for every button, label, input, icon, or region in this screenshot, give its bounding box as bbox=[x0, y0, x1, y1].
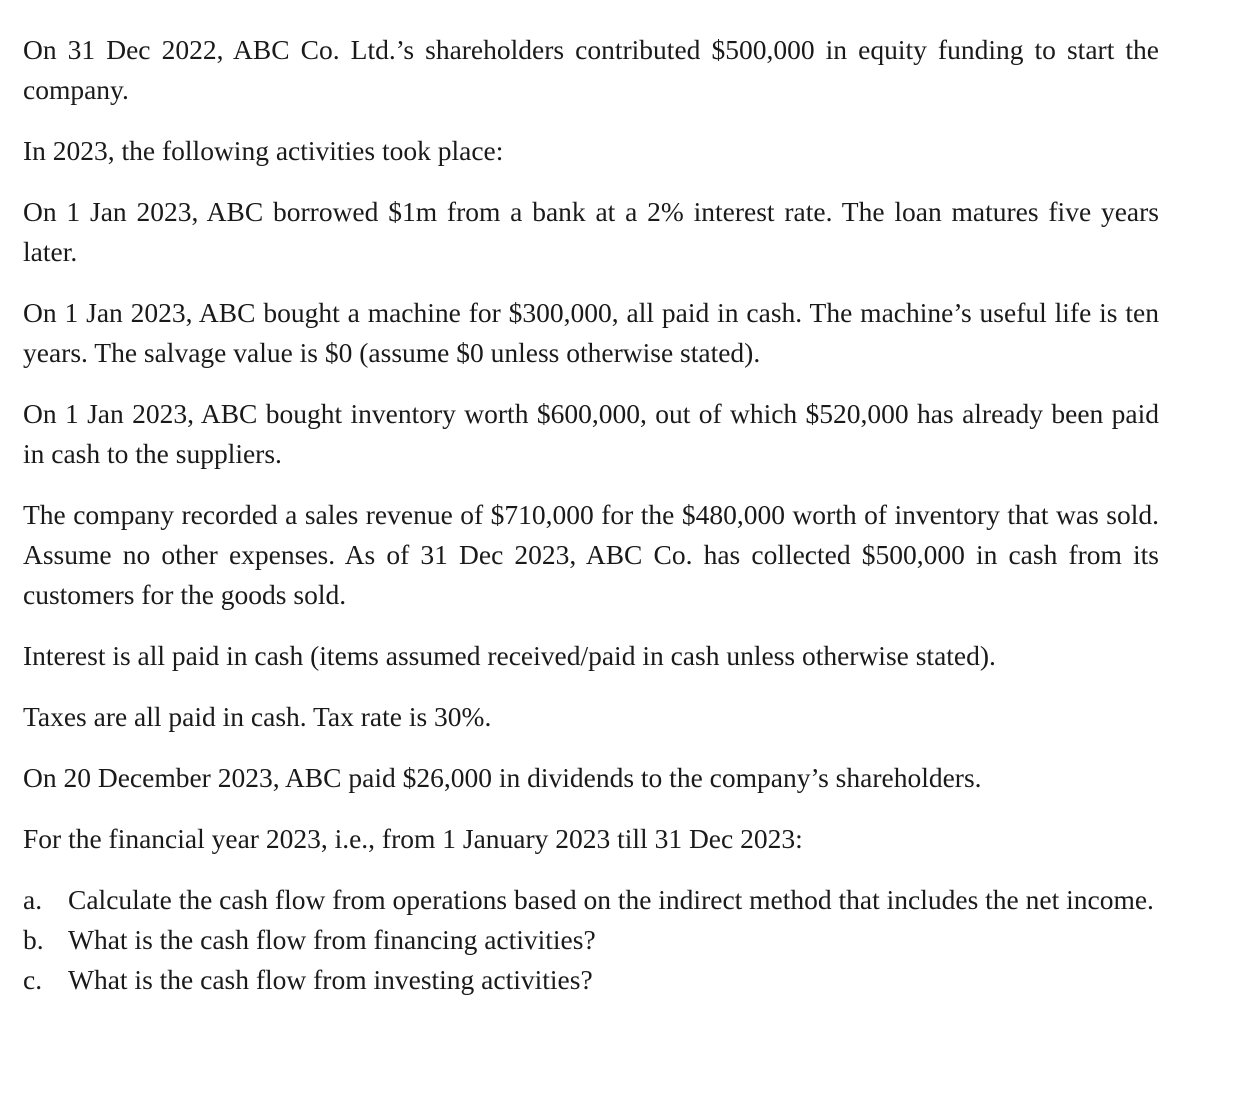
paragraph-inventory-purchase: On 1 Jan 2023, ABC bought inventory worth $600,000, out of which $520,000 has already been paid in cash to the suppliers. bbox=[23, 398, 1159, 469]
question-marker: c. bbox=[23, 964, 43, 995]
paragraph-machine-purchase: On 1 Jan 2023, ABC bought a machine for $300,000, all paid in cash. The machine’s useful life is ten years. The salvage value is $0 (assume $0 unless otherwise stated). bbox=[23, 297, 1159, 368]
question-text: What is the cash flow from investing activities? bbox=[68, 964, 593, 995]
question-marker: a. bbox=[23, 884, 43, 915]
paragraph-bank-loan: On 1 Jan 2023, ABC borrowed $1m from a bank at a 2% interest rate. The loan matures five years later. bbox=[23, 196, 1159, 267]
paragraph-interest: Interest is all paid in cash (items assumed received/paid in cash unless otherwise stated). bbox=[23, 640, 996, 671]
question-list bbox=[23, 880, 1159, 1000]
question-text: Calculate the cash flow from operations based on the indirect method that includes the net income. bbox=[68, 884, 1154, 915]
paragraph-financial-year: For the financial year 2023, i.e., from 1 January 2023 till 31 Dec 2023: bbox=[23, 823, 803, 854]
problem-document bbox=[23, 30, 1159, 1000]
paragraph-equity-funding: On 31 Dec 2022, ABC Co. Ltd.’s shareholders contributed $500,000 in equity funding to start the company. bbox=[23, 34, 1159, 105]
paragraph-dividends: On 20 December 2023, ABC paid $26,000 in dividends to the company’s shareholders. bbox=[23, 762, 982, 793]
question-item-c bbox=[23, 960, 1159, 1000]
paragraph-activities-intro: In 2023, the following activities took place: bbox=[23, 135, 504, 166]
question-item-b bbox=[23, 920, 1159, 960]
question-item-a bbox=[23, 880, 1159, 920]
paragraph-sales-revenue: The company recorded a sales revenue of $710,000 for the $480,000 worth of inventory that was sold. Assume no other expenses. As of 31 Dec 2023, ABC Co. has collected $500,000 in cash from its customers for the goods sold. bbox=[23, 499, 1159, 610]
question-text: What is the cash flow from financing activities? bbox=[68, 924, 596, 955]
question-marker: b. bbox=[23, 924, 44, 955]
paragraph-taxes: Taxes are all paid in cash. Tax rate is 30%. bbox=[23, 701, 492, 732]
